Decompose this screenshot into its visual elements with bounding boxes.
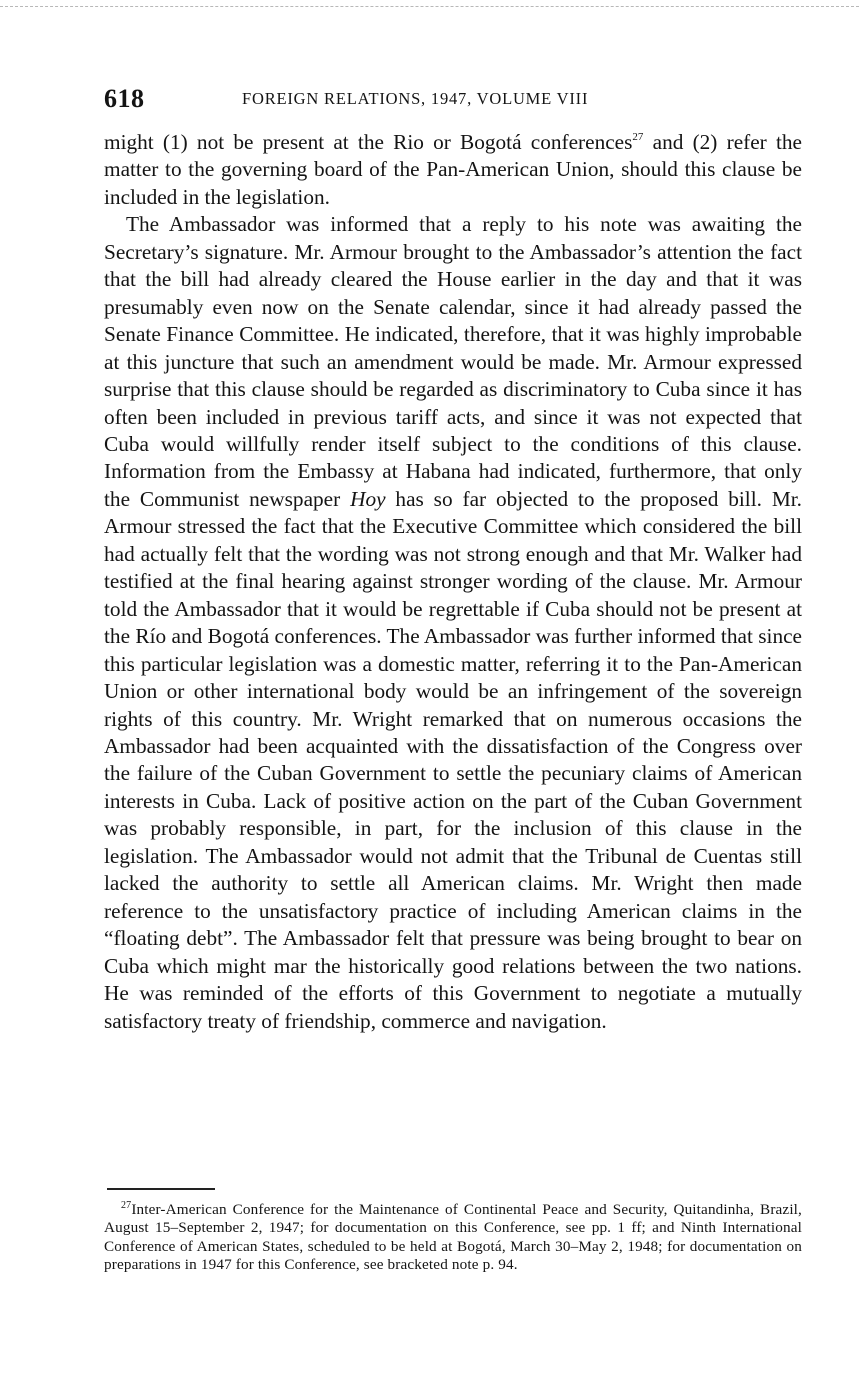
footnote-reference: 27 [632,131,644,143]
paragraph-text: might (1) not be present at the Rio or Bogotá conferences [104,130,633,154]
running-head: FOREIGN RELATIONS, 1947, VOLUME VIII [242,89,589,108]
paragraph [104,211,802,1035]
footnote [104,1201,802,1275]
footnote-number: 27 [121,1200,132,1211]
paragraph-text: The Ambassador was informed that a reply to his note was awaiting the Secretary’s signature. Mr. Armour brought to the Ambassador’s attention the fact that the bill had already cleared the House earlier in the day and that it was presumably even now on the Senate calendar, since it had already passed the Senate Finance Committee. He indicated, therefore, that it was highly improbable at this juncture that such an amendment would be made. Mr. Armour expressed surprise that this clause should be regarded as discriminatory to Cuba since it has often been included in previous tariff acts, and since it was not expected that Cuba would willfully render itself subject to the conditions of this clause. Information from the Embassy at Habana had indicated, furthermore, that only the Communist newspaper [104,212,802,511]
page-header [104,84,804,114]
footnote-text: Inter-American Conference for the Maintenance of Continental Peace and Security, Quitandinha, Brazil, August 15–September 2, 1947; for documentation on this Conference, see pp. 1 ff; and Ninth International Conference of American States, scheduled to be held at Bogotá, March 30–May 2, 1948; for documentation on preparations in 1947 for this Conference, see bracketed note p. 94. [104,1201,802,1274]
newspaper-title: Hoy [350,486,386,511]
paragraph-continued [104,129,802,211]
main-text [104,129,802,1035]
scan-top-rule [0,0,859,7]
paragraph-text: and (2) refer the matter to the governing board of the Pan-American Union, should this clause be included in the legislation. [104,130,802,209]
paragraph-text: has so far objected to the proposed bill. Mr. Armour stressed the fact that the Executive Committee which considered the bill had actually felt that the wording was not strong enough and that Mr. Walker had testified at the final hearing against stronger wording of the clause. Mr. Armour told the Ambassador that it would be regrettable if Cuba should not be present at the Río and Bogotá conferences. The Ambassador was further informed that since this particular legislation was a domestic matter, referring it to the Pan-American Union or other international body would be an infringement of the sovereign rights of this country. Mr. Wright remarked that on numerous occasions the Ambassador had been acquainted with the dissatisfaction of the Congress over the failure of the Cuban Government to settle the pecuniary claims of American interests in Cuba. Lack of positive action on the part of the Cuban Government was probably responsible, in part, for the inclusion of this clause in the legislation. The Ambassador would not admit that the Tribunal de Cuentas still lacked the authority to settle all American claims. Mr. Wright then made reference to the unsatisfactory practice of including American claims in the “floating debt”. The Ambassador felt that pressure was being brought to bear on Cuba which might mar the historically good relations between the two nations. He was reminded of the efforts of this Government to negotiate a mutually satisfactory treaty of friendship, commerce and navigation. [104,486,802,1033]
page-number: 618 [104,84,145,113]
footnote-divider [107,1188,215,1190]
